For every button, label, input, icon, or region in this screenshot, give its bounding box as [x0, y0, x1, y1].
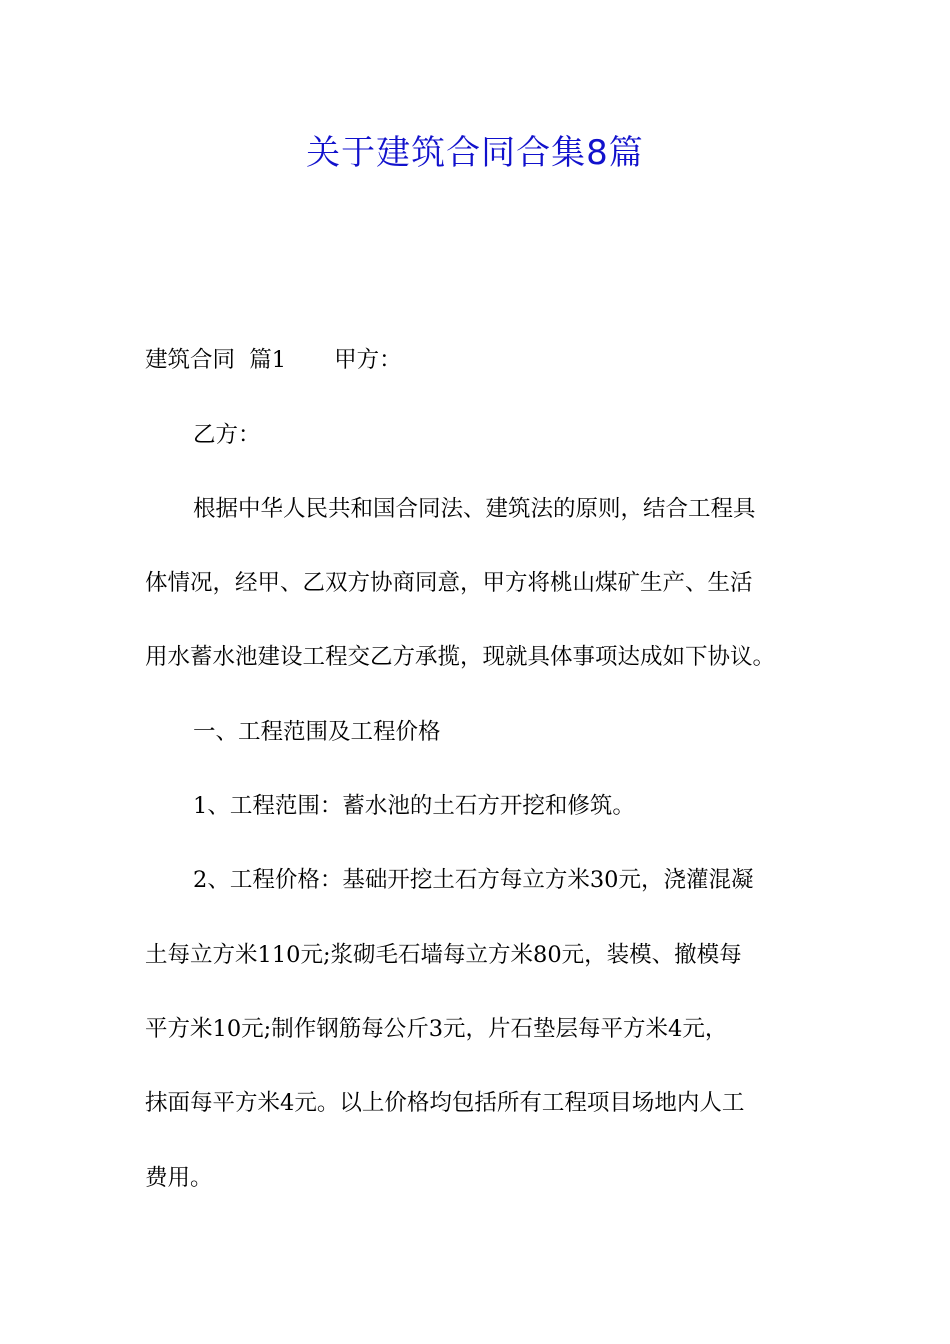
section-title-scope-price: 一、工程范围及工程价格 [193, 719, 441, 745]
section-label: 建筑合同 篇1 [145, 347, 287, 373]
clause-price-line: 费用。 [145, 1165, 213, 1191]
clause-price-line: 抹面每平方米4元。以上价格均包括所有工程项目场地内人工 [145, 1090, 745, 1116]
clause-price-line: 平方米10元;制作钢筋每公斤3元，片石垫层每平方米4元， [145, 1016, 728, 1042]
clause-scope: 1、工程范围：蓄水池的土石方开挖和修筑。 [193, 793, 635, 819]
paragraph-line: 体情况，经甲、乙双方协商同意，甲方将桃山煤矿生产、生活 [145, 570, 753, 596]
clause-price-line: 土每立方米110元;浆砌毛石墙每立方米80元，装模、撤模每 [145, 942, 742, 968]
party-b-label: 乙方： [193, 422, 261, 448]
party-a-label: 甲方： [334, 347, 402, 373]
document-title: 关于建筑合同合集8篇 [306, 133, 644, 173]
section-heading [145, 345, 810, 375]
clause-price-line: 2、工程价格：基础开挖土石方每立方米30元，浇灌混凝 [193, 867, 754, 893]
paragraph-line: 根据中华人民共和国合同法、建筑法的原则，结合工程具 [193, 496, 756, 522]
paragraph-line: 用水蓄水池建设工程交乙方承揽，现就具体事项达成如下协议。 [145, 644, 776, 670]
